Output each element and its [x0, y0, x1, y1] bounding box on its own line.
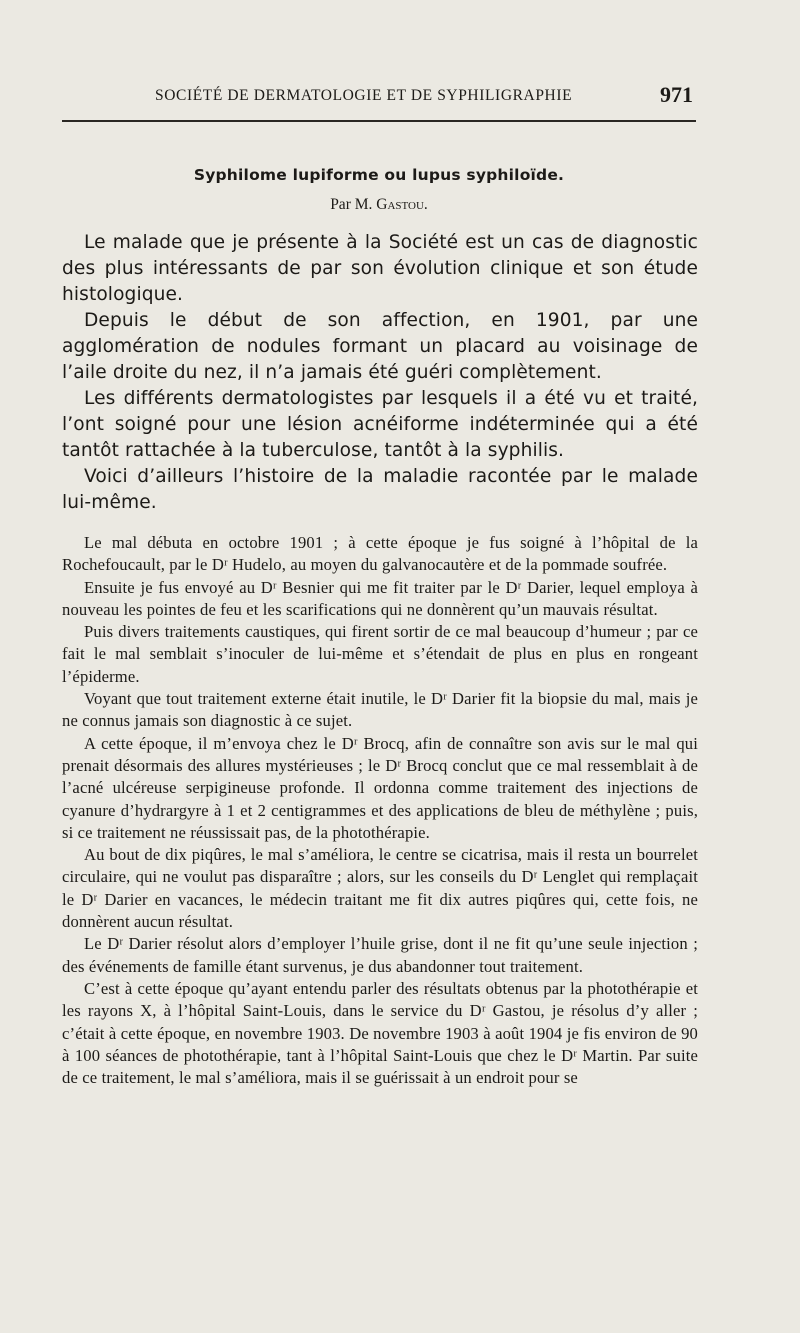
author-prefix: Par M. — [330, 196, 373, 213]
history-paragraph: C’est à cette époque qu’ayant entendu parler des résultats obtenus par la photothérapie et les rayons X, à l’hôpital Saint-Louis, dans le service du Dʳ Gastou, je résolus d’y aller ; c’était à cette époque, en novembre 1903. De novembre 1903 à août 1904 je fis environ de 90 à 100 séances de photothérapie, tant à l’hôpital Saint-Louis que chez le Dʳ Martin. Par suite de ce traitement, le mal s’améliora, mais il se guérissait à un endroit pour se — [62, 978, 698, 1088]
page-number: 971 — [660, 82, 693, 107]
running-header: SOCIÉTÉ DE DERMATOLOGIE ET DE SYPHILIGRAPHIE — [155, 87, 573, 104]
intro-paragraph: Le malade que je présente à la Société est un cas de diagnostic des plus intéressants de par son évolution clinique et son étude histologique. — [62, 232, 698, 305]
patient-history-section — [62, 532, 698, 1089]
intro-section — [62, 230, 698, 516]
history-paragraph: A cette époque, il m’envoya chez le Dʳ Brocq, afin de connaître son avis sur le mal qui prenait désormais des allures mystérieuses ; le Dʳ Brocq conclut que ce mal ressemblait à de l’acné ulcéreuse serpigineuse profonde. Il ordonna comme traitement des injections de cyanure d’hydrargyre à 1 et 2 centigrammes et des applications de bleu de méthylène ; puis, si ce traitement ne réussissait pas, de la photothérapie. — [62, 733, 698, 842]
history-paragraph: Ensuite je fus envoyé au Dʳ Besnier qui me fit traiter par le Dʳ Darier, lequel employa à nouveau les pointes de feu et les scarifications qui ne donnèrent qu’un mauvais résultat. — [62, 577, 698, 619]
history-paragraph: Le mal débuta en octobre 1901 ; à cette époque je fus soigné à l’hôpital de la Rochefoucault, par le Dʳ Hudelo, au moyen du galvanocautère et de la pommade soufrée. — [62, 533, 698, 575]
history-paragraph: Puis divers traitements caustiques, qui firent sortir de ce mal beaucoup d’humeur ; par ce fait le mal semblait s’inoculer de lui-même et s’étendait de plus en plus en rongeant l’épiderme. — [62, 622, 698, 686]
history-paragraph: Le Dʳ Darier résolut alors d’employer l’huile grise, dont il ne fit qu’une seule injection ; des événements de famille étant survenus, je dus abandonner tout traitement. — [62, 934, 698, 976]
author-name: Gastou. — [376, 196, 428, 213]
history-paragraph: Au bout de dix piqûres, le mal s’améliora, le centre se cicatrisa, mais il resta un bourrelet circulaire, qui ne voulut pas disparaître ; alors, sur les conseils du Dʳ Lenglet qui remplaçait le Dʳ Darier en vacances, le médecin traitant me fit dix autres piqûres qui, cette fois, ne donnèrent aucun résultat. — [62, 845, 698, 932]
intro-paragraph: Voici d’ailleurs l’histoire de la maladie racontée par le malade lui-même. — [62, 466, 698, 513]
history-paragraph: Voyant que tout traitement externe était inutile, le Dʳ Darier fit la biopsie du mal, mais je ne connus jamais son diagnostic à ce sujet. — [62, 689, 698, 731]
intro-paragraph: Les différents dermatologistes par lesquels il a été vu et traité, l’ont soigné pour une lésion acnéiforme indéterminée qui a été tantôt rattachée à la tuberculose, tantôt à la syphilis. — [62, 388, 698, 461]
header-rule — [62, 120, 696, 122]
intro-paragraph: Depuis le début de son affection, en 1901, par une agglomération de nodules formant un placard au voisinage de l’aile droite du nez, il n’a jamais été guéri complètement. — [62, 310, 698, 383]
article-author — [62, 196, 696, 214]
article-title: Syphilome lupiforme ou lupus syphiloïde. — [193, 166, 565, 184]
